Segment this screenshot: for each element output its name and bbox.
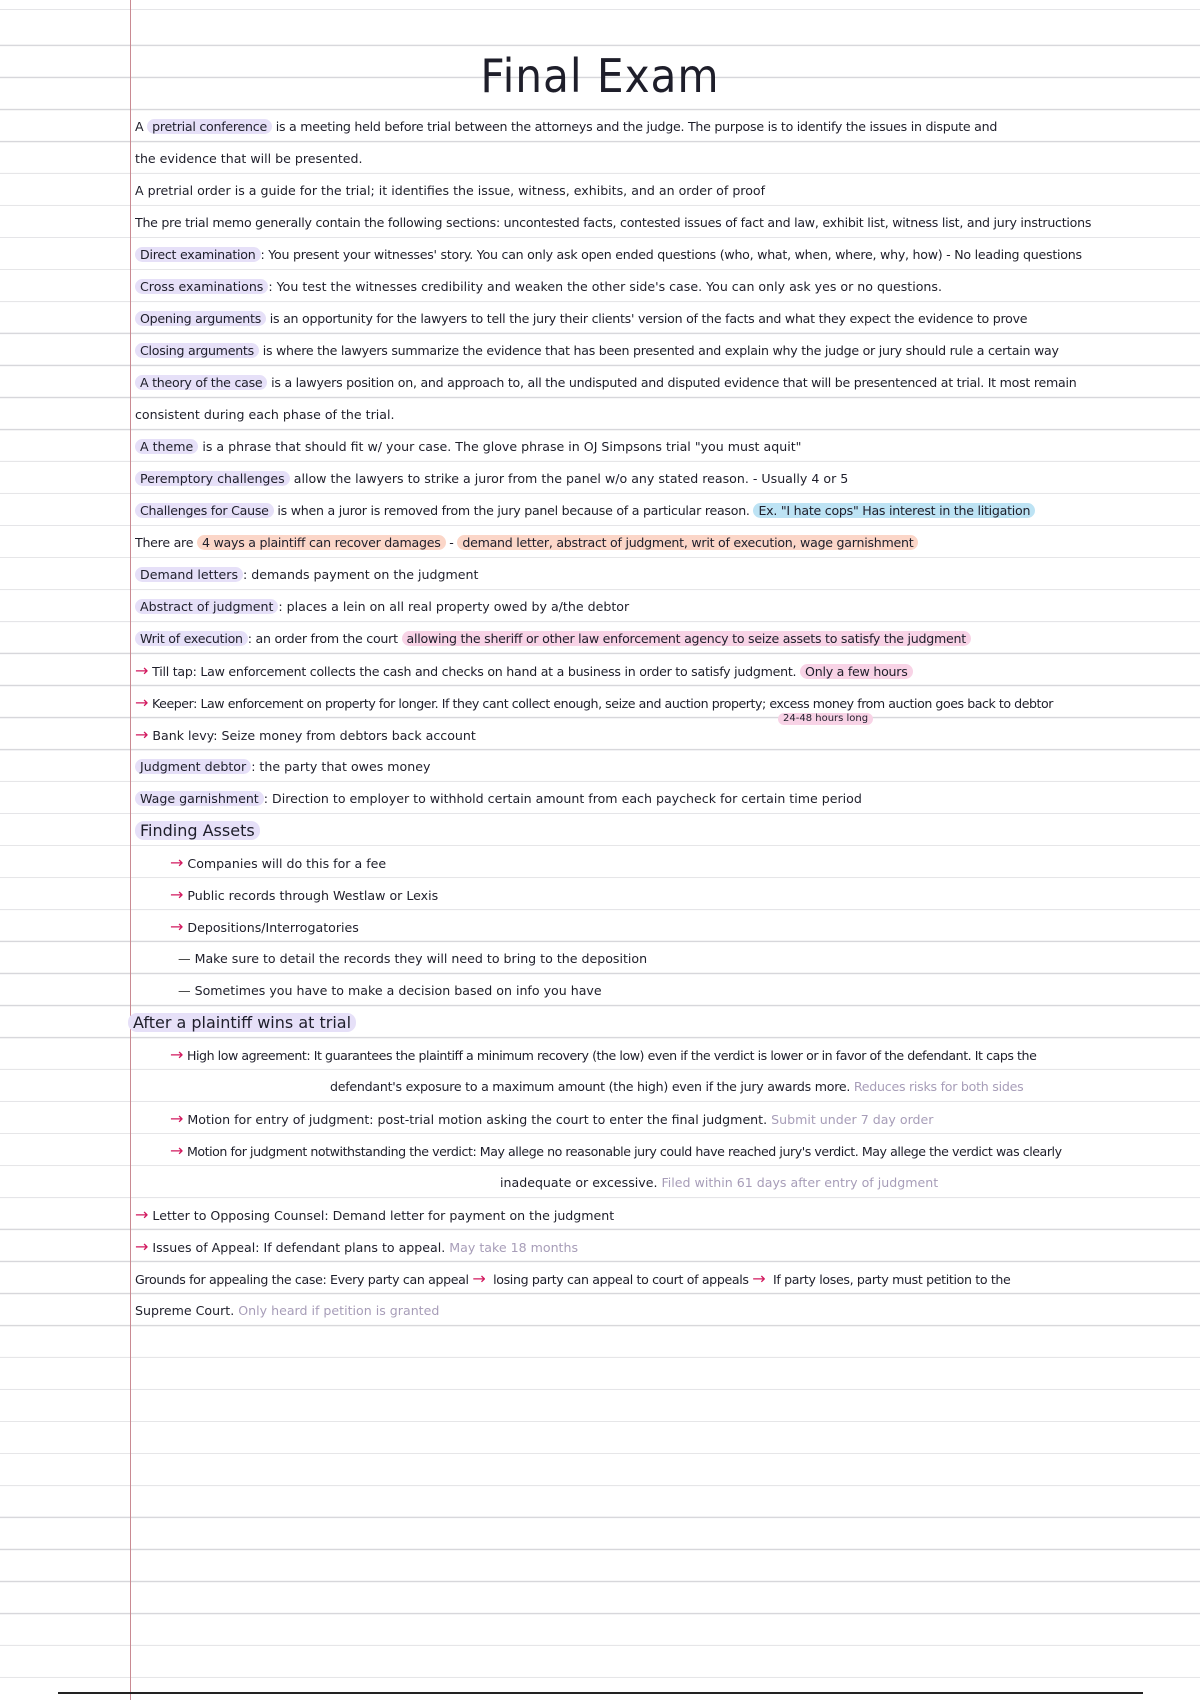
note-line: There are 4 ways a plaintiff can recover damages - demand letter, abstract of judgment, writ of execution, wage garnishment bbox=[135, 532, 1200, 554]
list-item-continued: inadequate or excessive. Filed within 61 days after entry of judgment bbox=[500, 1175, 939, 1190]
highlight-term: A theory of the case bbox=[135, 375, 267, 390]
arrow-icon: → bbox=[135, 1205, 149, 1224]
note-line: Supreme Court. Only heard if petition is granted bbox=[135, 1303, 440, 1318]
note-line: Cross examinations : You test the witnesses credibility and weaken the other side's case. You can only ask yes or no questions. bbox=[135, 276, 1200, 298]
highlight-term: Wage garnishment bbox=[135, 791, 264, 806]
dash-icon: — bbox=[178, 951, 191, 966]
gray-note: Only heard if petition is granted bbox=[238, 1303, 440, 1318]
note-line: consistent during each phase of the trial. bbox=[135, 407, 395, 422]
section-heading bbox=[128, 1012, 1193, 1034]
highlight-phrase: allowing the sheriff or other law enforcement agency to seize assets to satisfy the judgment bbox=[402, 631, 971, 646]
list-item: → Letter to Opposing Counsel: Demand letter for payment on the judgment bbox=[135, 1205, 615, 1224]
list-item: — Sometimes you have to make a decision based on info you have bbox=[178, 983, 602, 998]
arrow-icon: → bbox=[752, 1269, 766, 1288]
list-item-continued: defendant's exposure to a maximum amount (the high) even if the jury awards more. Reduces risks for both sides bbox=[330, 1079, 1024, 1094]
arrow-icon: → bbox=[135, 725, 149, 744]
arrow-icon: → bbox=[170, 1141, 183, 1160]
arrow-icon: → bbox=[170, 853, 184, 872]
note-line: Abstract of judgment : places a lein on all real property owed by a/the debtor bbox=[135, 596, 1200, 618]
highlight-term: Judgment debtor bbox=[135, 759, 251, 774]
list-item: — Make sure to detail the records they will need to bring to the deposition bbox=[178, 951, 648, 966]
highlight-term: pretrial conference bbox=[147, 119, 272, 134]
arrow-icon: → bbox=[170, 885, 184, 904]
highlight-term: Peremptory challenges bbox=[135, 471, 290, 486]
note-line: A theory of the case is a lawyers position on, and approach to, all the undisputed and disputed evidence that will be presentenced at trial. It most remain bbox=[135, 372, 1200, 394]
note-line: Peremptory challenges allow the lawyers to strike a juror from the panel w/o any stated reason. - Usually 4 or 5 bbox=[135, 468, 1200, 490]
arrow-icon: → bbox=[135, 693, 148, 712]
arrow-icon: → bbox=[135, 661, 149, 680]
highlight-term: Demand letters bbox=[135, 567, 243, 582]
note-line: Writ of execution : an order from the court allowing the sheriff or other law enforcement agency to seize assets to satisfy the judgment bbox=[135, 628, 1200, 650]
note-line: A pretrial conference is a meeting held before trial between the attorneys and the judge. The purpose is to identify the issues in dispute and bbox=[135, 119, 998, 134]
gray-note: Filed within 61 days after entry of judgment bbox=[661, 1175, 939, 1190]
note-line: A theme is a phrase that should fit w/ your case. The glove phrase in OJ Simpsons trial "you must aquit" bbox=[135, 436, 1200, 458]
gray-note: Reduces risks for both sides bbox=[853, 1079, 1024, 1094]
arrow-icon: → bbox=[170, 1045, 183, 1064]
highlight-term: Direct examination bbox=[135, 247, 261, 262]
list-item: → Public records through Westlaw or Lexis bbox=[170, 885, 439, 904]
highlight-heading: After a plaintiff wins at trial bbox=[128, 1013, 356, 1032]
note-line: Grounds for appealing the case: Every party can appeal → losing party can appeal to court of appeals → If party loses, party must petition to the bbox=[135, 1269, 1011, 1288]
highlight-term: Closing arguments bbox=[135, 343, 259, 358]
arrow-icon: → bbox=[170, 1109, 184, 1128]
note-line: → Keeper: Law enforcement on property for longer. If they cant collect enough, seize and auction property; excess money from auction goes back to debtor bbox=[135, 693, 1054, 712]
note-line: Direct examination : You present your witnesses' story. You can only ask open ended questions (who, what, when, where, why, how) - No leading questions bbox=[135, 244, 1200, 266]
note-line: Opening arguments is an opportunity for the lawyers to tell the jury their clients' version of the facts and what they expect the evidence to prove bbox=[135, 308, 1200, 330]
highlight-term: 4 ways a plaintiff can recover damages bbox=[197, 535, 446, 550]
note-line: → Bank levy: Seize money from debtors back account bbox=[135, 725, 476, 744]
list-item: → Depositions/Interrogatories bbox=[170, 917, 359, 936]
page-title: Final Exam bbox=[480, 49, 720, 103]
highlight-example: Ex. "I hate cops" Has interest in the litigation bbox=[753, 503, 1035, 518]
arrow-icon: → bbox=[170, 917, 184, 936]
margin-line bbox=[130, 0, 131, 1700]
section-heading bbox=[135, 820, 1200, 842]
list-item: → Motion for entry of judgment: post-trial motion asking the court to enter the final judgment. Submit under 7 day order bbox=[170, 1109, 934, 1128]
highlight-list: demand letter, abstract of judgment, writ of execution, wage garnishment bbox=[457, 535, 918, 550]
highlight-term: A theme bbox=[135, 439, 198, 454]
list-item: → High low agreement: It guarantees the plaintiff a minimum recovery (the low) even if the verdict is lower or in favor of the defendant. It caps the bbox=[170, 1045, 1037, 1064]
note-line: → Till tap: Law enforcement collects the cash and checks on hand at a business in order to satisfy judgment. Only a few hours bbox=[135, 660, 1200, 682]
list-item: → Motion for judgment notwithstanding the verdict: May allege no reasonable jury could have reached jury's verdict. May allege the verdict was clearly bbox=[170, 1141, 1062, 1160]
list-item: → Issues of Appeal: If defendant plans to appeal. May take 18 months bbox=[135, 1237, 579, 1256]
note-line: the evidence that will be presented. bbox=[135, 151, 363, 166]
list-item: → Companies will do this for a fee bbox=[170, 853, 387, 872]
gray-note: May take 18 months bbox=[449, 1240, 579, 1255]
note-line: Demand letters : demands payment on the judgment bbox=[135, 564, 1200, 586]
highlight-term: Cross examinations bbox=[135, 279, 268, 294]
highlight-term: Writ of execution bbox=[135, 631, 248, 646]
gray-note: Submit under 7 day order bbox=[771, 1112, 934, 1127]
highlight-heading: Finding Assets bbox=[135, 821, 260, 840]
highlight-term: Opening arguments bbox=[135, 311, 266, 326]
bottom-rule bbox=[58, 1692, 1143, 1694]
note-line: Challenges for Cause is when a juror is removed from the jury panel because of a particular reason. Ex. "I hate cops" Has interest in the litigation bbox=[135, 500, 1200, 522]
highlight-phrase: Only a few hours bbox=[800, 664, 912, 679]
arrow-icon: → bbox=[135, 1237, 149, 1256]
note-line: The pre trial memo generally contain the following sections: uncontested facts, contested issues of fact and law, exhibit list, witness list, and jury instructions bbox=[135, 215, 1092, 230]
note-line: Closing arguments is where the lawyers summarize the evidence that has been presented and explain why the judge or jury should rule a certain way bbox=[135, 340, 1200, 362]
highlight-term: Abstract of judgment bbox=[135, 599, 278, 614]
highlight-term: Challenges for Cause bbox=[135, 503, 274, 518]
arrow-icon: → bbox=[472, 1269, 486, 1288]
highlight-note: 24-48 hours long bbox=[778, 713, 873, 725]
note-line: Judgment debtor : the party that owes money bbox=[135, 756, 1200, 778]
note-line: A pretrial order is a guide for the trial; it identifies the issue, witness, exhibits, and an order of proof bbox=[135, 183, 766, 198]
dash-icon: — bbox=[178, 983, 191, 998]
note-line: Wage garnishment : Direction to employer to withhold certain amount from each paycheck for certain time period bbox=[135, 788, 1200, 810]
